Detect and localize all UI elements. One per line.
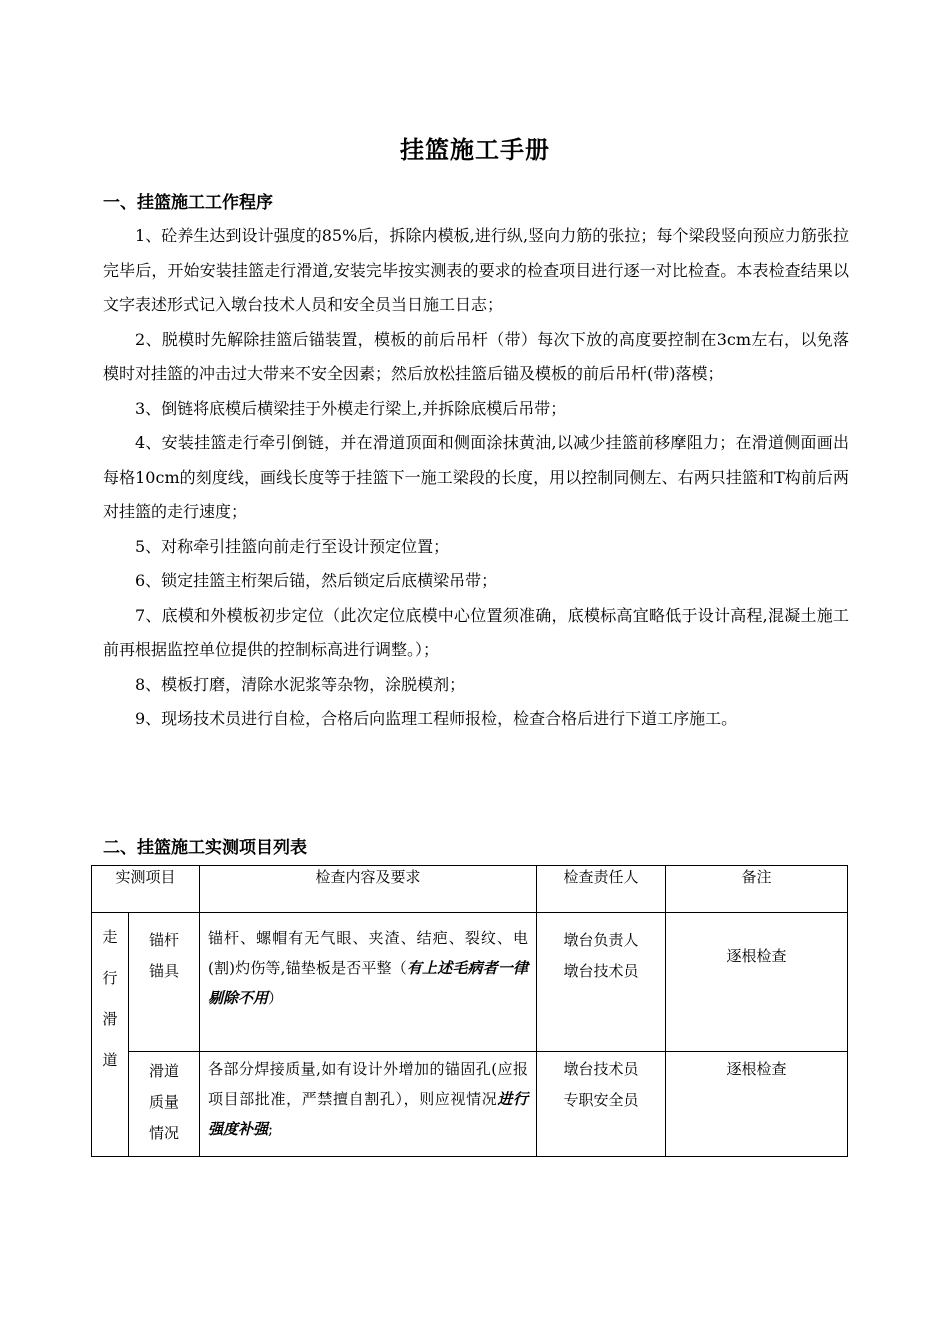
sub-item-line: 质量: [148, 1093, 179, 1111]
sub-item-line: 锚具: [148, 962, 179, 980]
responsible-line: 专职安全员: [563, 1091, 639, 1109]
content-cell: [200, 1052, 537, 1157]
group-char: 道: [102, 1051, 118, 1069]
group-cell: [92, 913, 129, 1157]
section-1-body: [103, 219, 849, 737]
group-char: 走: [102, 928, 118, 946]
sub-item-cell: [129, 913, 200, 1052]
responsible-line: 墩台负责人: [563, 931, 639, 949]
step-5: 5、对称牵引挂篮向前走行至设计预定位置；: [135, 536, 450, 556]
group-char: 滑: [102, 1010, 118, 1028]
content-emphasis: 进行强度补强: [208, 1090, 528, 1138]
step-4: 4、安装挂篮走行牵引倒链，并在滑道顶面和侧面涂抹黄油,以减少挂篮前移摩阻力；在滑道侧面画出每格10cm的刻度线，画线长度等于挂篮下一施工梁段的长度，用以控制同侧左、右两只挂篮和T构前后两对挂篮的走行速度；: [103, 433, 849, 521]
remark-cell: 逐根检查: [666, 913, 848, 1052]
step-7: 7、底模和外模板初步定位（此次定位底模中心位置须准确，底模标高宜略低于设计高程,混凝土施工前再根据监控单位提供的控制标高进行调整。）；: [103, 605, 849, 659]
content-text: 锚杆、螺帽有无气眼、夹渣、结疤、裂纹、电(割)灼伤等,锚垫板是否平整（: [208, 929, 528, 977]
sub-item-line: 情况: [148, 1124, 179, 1142]
header-content: 检查内容及要求: [200, 866, 537, 913]
sub-item-line: 滑道: [148, 1062, 179, 1080]
content-text: 各部分焊接质量,如有设计外增加的锚固孔(应报项目部批准，严禁擅自割孔），则应视情况: [208, 1060, 528, 1108]
step-6: 6、锁定挂篮主桁架后锚，然后锁定后底横梁吊带；: [135, 571, 498, 590]
responsible-cell: [537, 1052, 666, 1157]
section-2-heading: 二、挂篮施工实测项目列表: [103, 838, 307, 858]
content-emphasis: 有上述毛病者一律剔除不用: [208, 959, 528, 1007]
step-3: 3、倒链将底模后横梁挂于外模走行梁上,并拆除底模后吊带；: [135, 398, 567, 418]
inspection-table: [91, 865, 848, 1157]
page-title: 挂篮施工手册: [400, 136, 550, 164]
responsible-line: 墩台技术员: [563, 962, 639, 980]
table-header-row: [92, 866, 848, 913]
responsible-line: 墩台技术员: [563, 1060, 639, 1078]
group-char: 行: [102, 969, 118, 987]
step-1: 1、砼养生达到设计强度的85%后，拆除内模板,进行纵,竖向力筋的张拉；每个梁段竖向预应力筋张拉完毕后，开始安装挂篮走行滑道,安装完毕按实测表的要求的检查项目进行逐一对比检查。本表检查结果以文字表述形式记入墩台技术人员和安全员当日施工日志；: [103, 226, 849, 314]
header-item: 实测项目: [92, 866, 200, 913]
content-tail: ）: [268, 989, 284, 1007]
step-2: 2、脱模时先解除挂篮后锚装置，模板的前后吊杆（带）每次下放的高度要控制在3cm左右，以免落模时对挂篮的冲击过大带来不安全因素；然后放松挂篮后锚及模板的前后吊杆(带)落模；: [103, 329, 849, 383]
remark-cell: 逐根检查: [666, 1052, 848, 1157]
header-remark: 备注: [666, 866, 848, 913]
sub-item-line: 锚杆: [148, 931, 179, 949]
step-9: 9、现场技术员进行自检，合格后向监理工程师报检，检查合格后进行下道工序施工。: [135, 709, 738, 728]
table-row: [92, 913, 848, 1052]
table-row: [92, 1052, 848, 1157]
content-cell: [200, 913, 537, 1052]
header-responsible: 检查责任人: [537, 866, 666, 913]
content-tail: ;: [268, 1120, 274, 1138]
section-1-heading: 一、挂篮施工工作程序: [103, 193, 273, 213]
step-8: 8、模板打磨，清除水泥浆等杂物，涂脱模剂；: [135, 674, 466, 694]
sub-item-cell: [129, 1052, 200, 1157]
responsible-cell: [537, 913, 666, 1052]
